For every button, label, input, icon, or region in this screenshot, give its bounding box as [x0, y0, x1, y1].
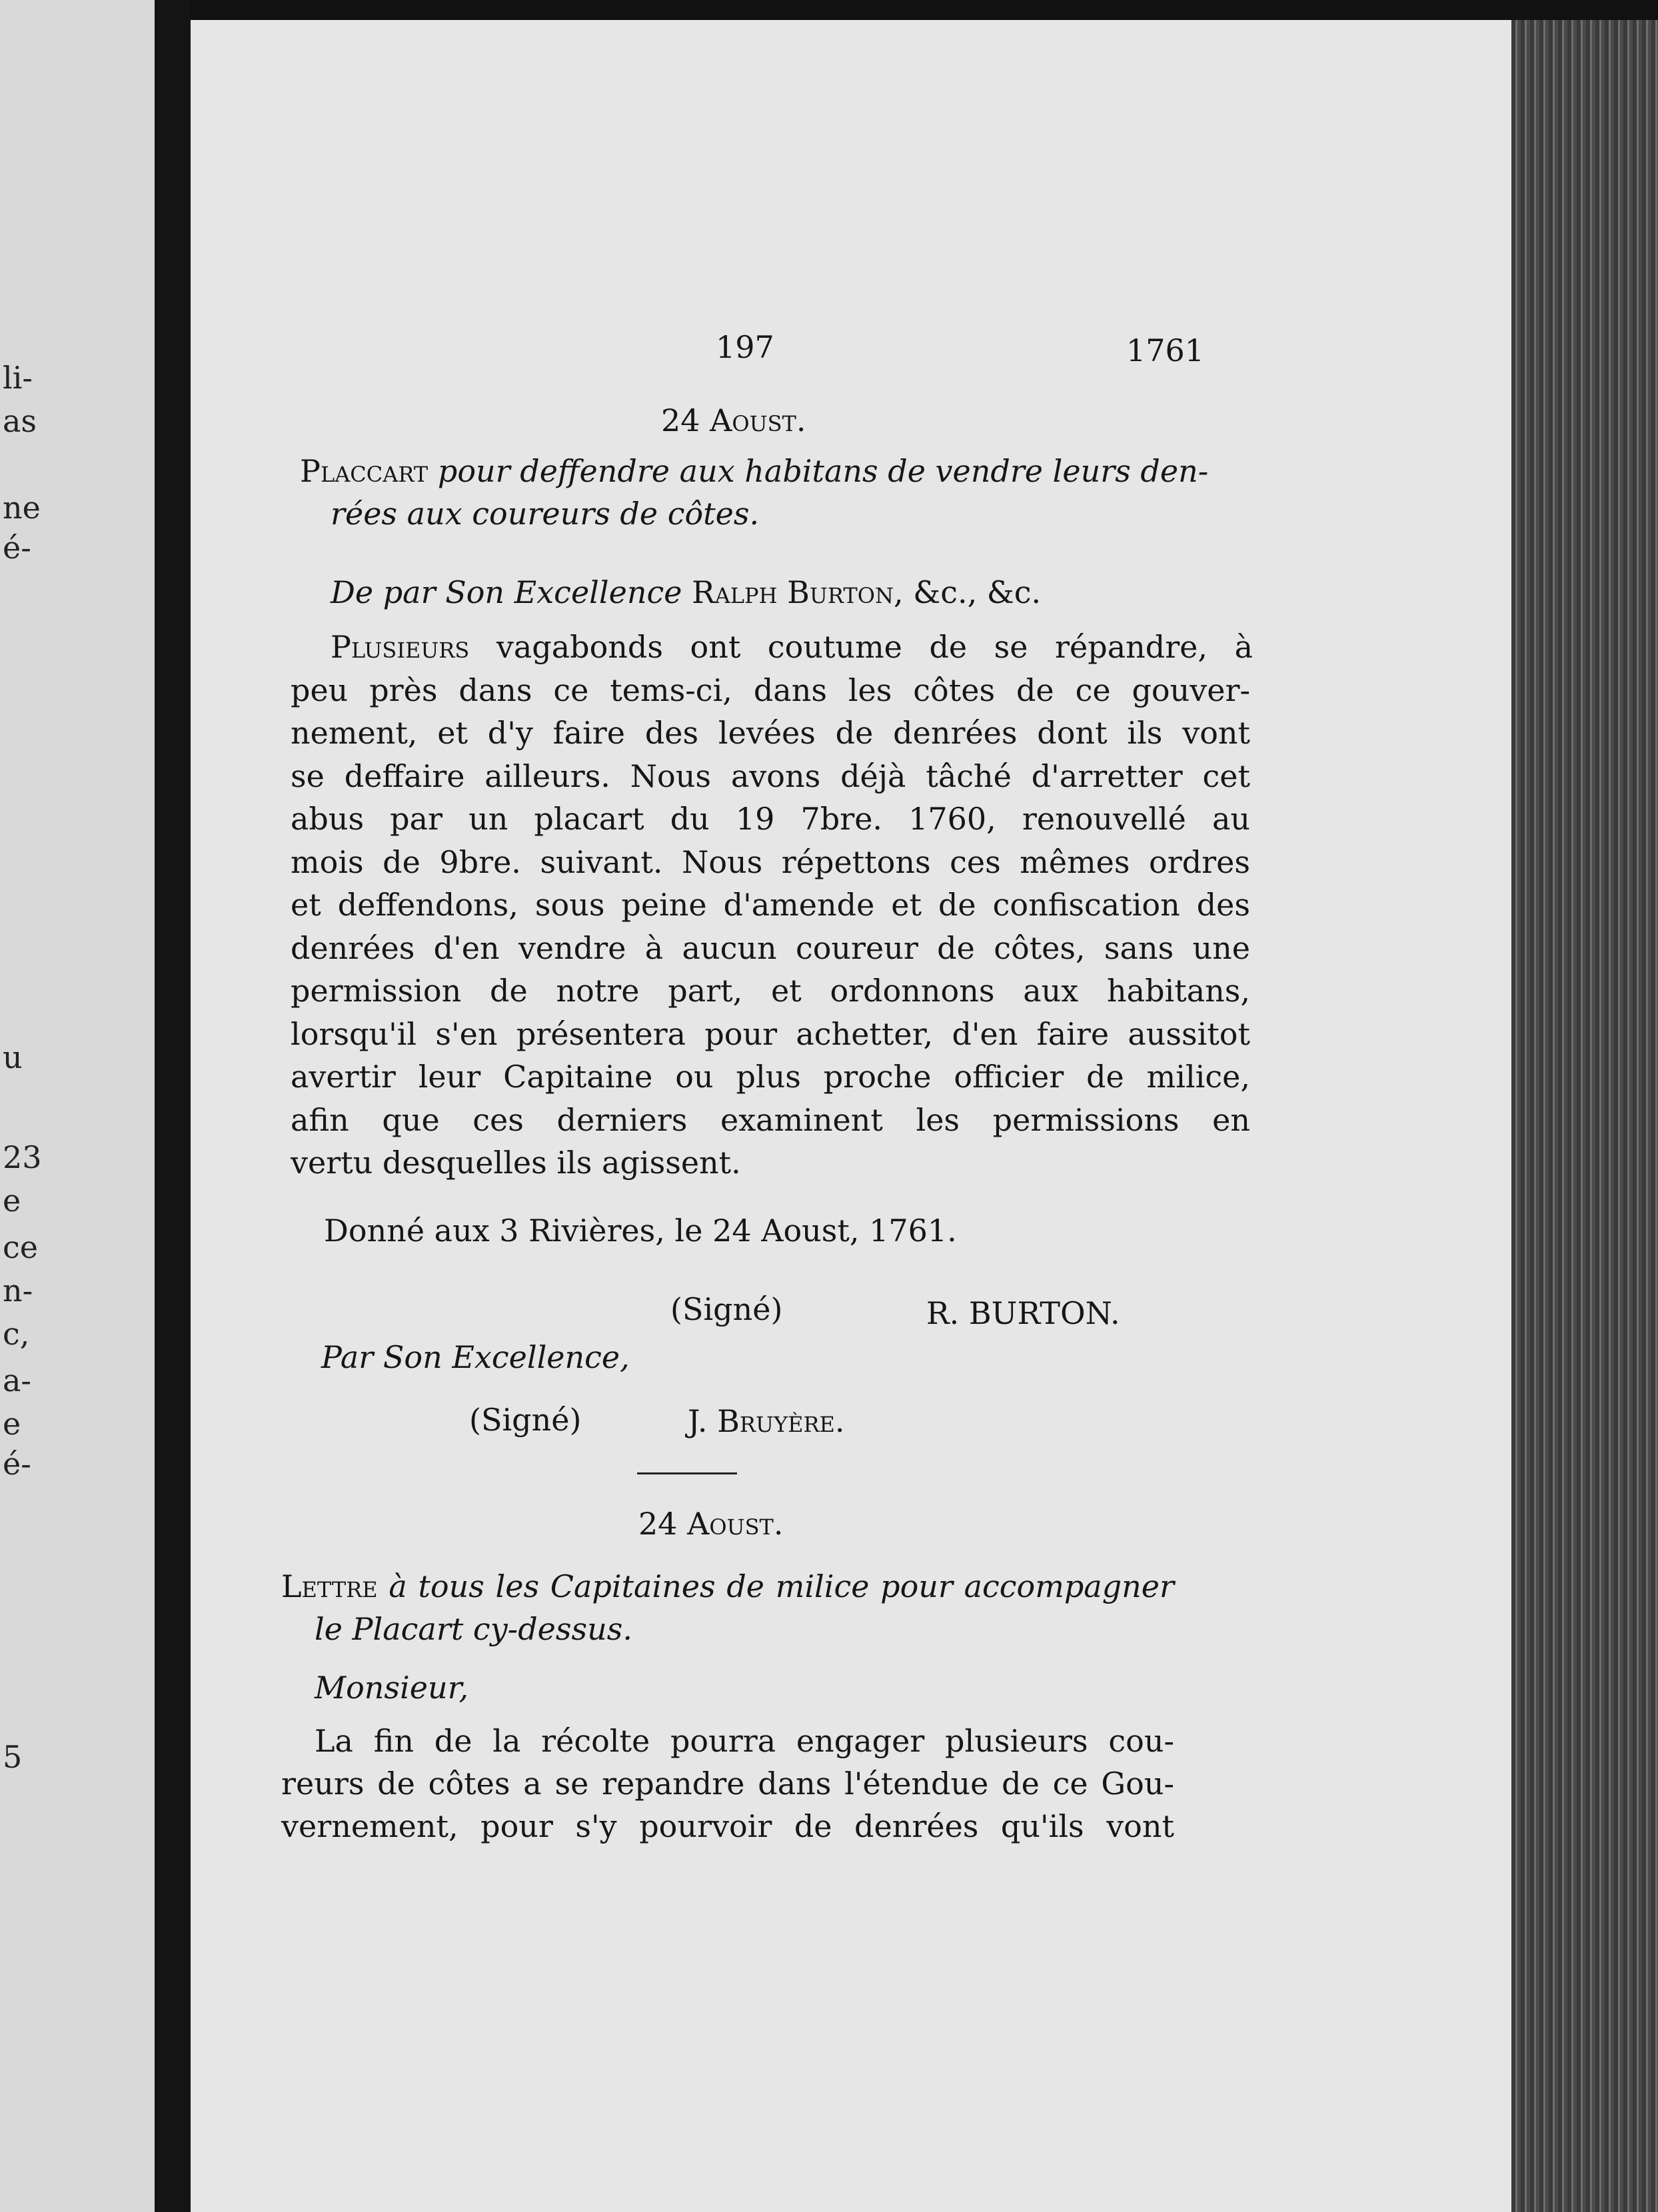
section1-body-line: peu près dans ce tems-ci, dans les côtes de ce gouver- — [291, 672, 1250, 708]
section2-body-line: vernement, pour s'y pourvoir de denrées qu'ils vont — [281, 1808, 1174, 1844]
signer-bruyere: J. Bruyère. — [688, 1403, 845, 1439]
section-divider — [637, 1472, 737, 1474]
by-excellence: Par Son Excellence, — [321, 1339, 630, 1375]
left-page-fragment-text: e — [3, 1406, 21, 1442]
section2-title-line2: le Placart cy-dessus. — [315, 1611, 632, 1647]
signer-burton: R. BURTON. — [926, 1295, 1120, 1331]
title2-rest: à tous les Capitaines de milice pour accompagner — [377, 1568, 1174, 1604]
signed-label-1: (Signé) — [670, 1291, 783, 1327]
left-page-fragment-text: 5 — [3, 1739, 23, 1775]
given-line: Donné aux 3 Rivières, le 24 Aoust, 1761. — [324, 1213, 957, 1249]
left-page-fragment-text: é- — [3, 1446, 31, 1482]
section2-title-line1 — [281, 1566, 1174, 1607]
left-page-fragment-text — [3, 450, 155, 490]
left-page-fragment-text: a- — [3, 1363, 31, 1398]
signed-label-2: (Signé) — [469, 1402, 582, 1438]
left-page-fragment-text: c, — [3, 1316, 30, 1352]
top-shadow — [155, 0, 1658, 20]
section1-body-line: se deffaire ailleurs. Nous avons déjà tâché d'arretter cet — [291, 758, 1250, 794]
body-lead: Plusieurs — [331, 629, 470, 665]
left-page-fragment-text: n- — [3, 1273, 33, 1309]
body-line-text: vagabonds ont coutume de se répandre, à — [469, 629, 1253, 665]
section1-body-line: vertu desquelles ils agissent. — [291, 1145, 741, 1181]
section1-body-line: avertir leur Capitaine ou plus proche officier de milice, — [291, 1059, 1250, 1095]
title2-lead: Lettre — [281, 1568, 378, 1604]
section1-body-line: lorsqu'il s'en présentera pour achetter, d'en faire aussitot — [291, 1015, 1250, 1052]
section1-body-line: afin que ces derniers examinent les permissions en — [291, 1101, 1250, 1138]
page-edges — [1511, 20, 1658, 2212]
page-year: 1761 — [1126, 332, 1205, 368]
authority-line — [331, 572, 1041, 613]
section1-body-line: mois de 9bre. suivant. Nous répettons ces mêmes ordres — [291, 843, 1250, 880]
section1-body-line: nement, et d'y faire des levées de denrées dont ils vont — [291, 715, 1250, 751]
section1-body-line: permission de notre part, et ordonnons aux habitans, — [291, 973, 1250, 1009]
section1-date: 24 Aoust. — [661, 402, 806, 438]
left-page-fragment-text — [3, 656, 155, 696]
section1-body-line — [331, 626, 1253, 668]
title-lead: Placcart — [300, 453, 428, 489]
left-page-fragment-text: ce — [3, 1229, 38, 1265]
left-page-fragment-text: é- — [3, 530, 31, 566]
section2-date: 24 Aoust. — [638, 1506, 784, 1542]
left-page-fragment-text — [3, 613, 155, 653]
section1-body-line: denrées d'en vendre à aucun coureur de côtes, sans une — [291, 929, 1250, 966]
section2-body-line: La fin de la récolte pourra engager plusieurs cou- — [315, 1723, 1174, 1759]
left-page-fragment-text: 23 — [3, 1139, 42, 1175]
left-page-fragment-text: as — [3, 403, 37, 439]
section2-body-line: reurs de côtes a se repandre dans l'étendue de ce Gou- — [281, 1766, 1174, 1802]
page-number: 197 — [716, 329, 774, 365]
section1-title-line1 — [300, 450, 1209, 492]
salutation: Monsieur, — [315, 1670, 469, 1706]
title-rest: pour deffendre aux habitans de vendre leurs den- — [428, 453, 1209, 489]
authority-prefix: De par Son Excellence — [331, 574, 692, 610]
section1-body-line: abus par un placart du 19 7bre. 1760, renouvellé au — [291, 801, 1250, 837]
left-page-fragment-text: e — [3, 1183, 21, 1219]
left-page-fragment-text — [3, 573, 155, 613]
left-page-fragment-text: ne — [3, 490, 41, 526]
left-page-fragment-text — [3, 1079, 155, 1119]
section1-title-line2: rées aux coureurs de côtes. — [331, 496, 760, 532]
book-gutter — [155, 0, 191, 2212]
authority-name: Ralph Burton — [692, 574, 894, 610]
authority-suffix: , &c., &c. — [894, 574, 1042, 610]
left-page-fragment-text — [3, 1496, 155, 1536]
left-page-fragment-text: li- — [3, 360, 33, 396]
left-page-fragment-text: u — [3, 1039, 23, 1075]
left-page-fragment — [0, 0, 155, 2212]
document-page — [191, 20, 1511, 2212]
section1-body-line: et deffendons, sous peine d'amende et de confiscation des — [291, 887, 1250, 923]
